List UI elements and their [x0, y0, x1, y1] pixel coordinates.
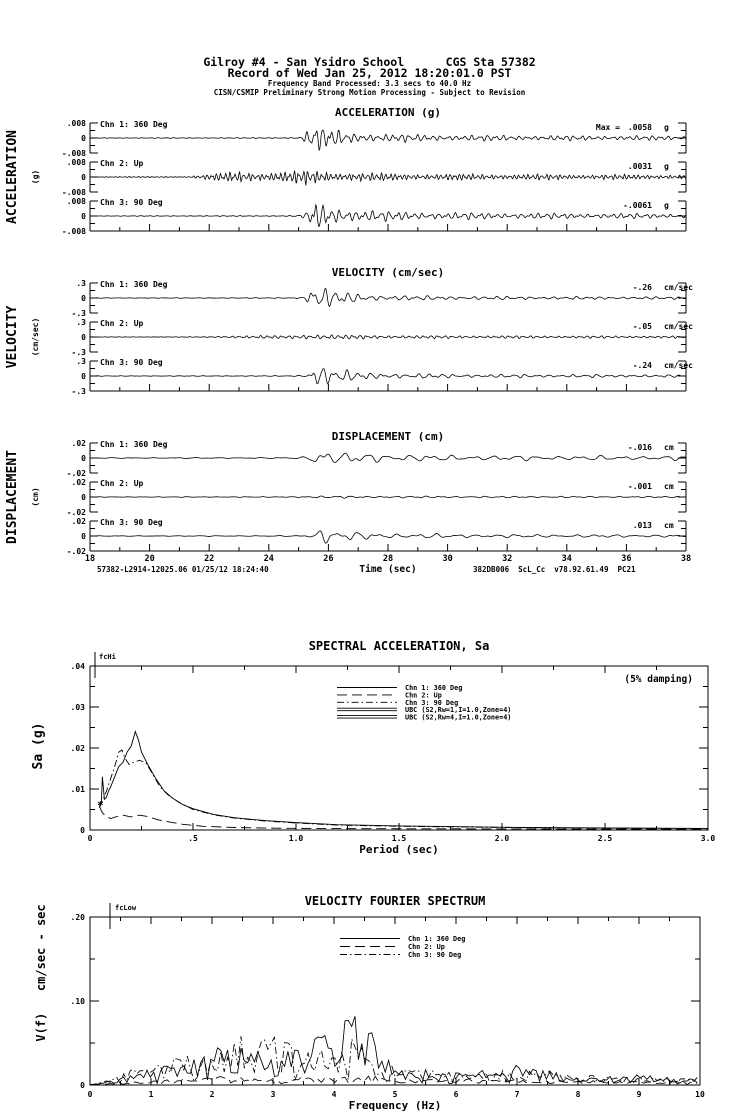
- sa-x-tick-label: 2.0: [494, 834, 510, 843]
- y-tick-label: -.008: [61, 188, 86, 197]
- y-tick-label: .02: [71, 478, 86, 487]
- fourier-x-tick-label: 3: [270, 1090, 276, 1099]
- sa-y-tick-label: 0: [80, 826, 85, 835]
- fourier-y-axis-label: V(f) cm/sec - sec: [34, 904, 48, 1042]
- y-tick-label: 0: [81, 212, 86, 221]
- fourier-legend-label: Chn 1: 360 Deg: [408, 935, 466, 943]
- sa-x-tick-label: .5: [188, 834, 198, 843]
- y-tick-label: -.008: [61, 227, 86, 236]
- sa-x-tick-label: 1.0: [288, 834, 304, 843]
- y-tick-label: .02: [71, 517, 86, 526]
- sa-y-tick-label: .02: [70, 744, 85, 753]
- sa-y-tick-label: .03: [70, 703, 85, 712]
- fourier-curve: [90, 1036, 697, 1085]
- waveform-trace: [90, 130, 686, 150]
- y-tick-label: .008: [66, 158, 86, 167]
- time-tick-label: 36: [621, 554, 632, 564]
- waveform-trace: [90, 205, 686, 226]
- group-side-label: VELOCITY: [5, 305, 20, 369]
- waveform-trace: [90, 496, 686, 498]
- y-tick-label: 0: [81, 532, 86, 541]
- time-axis-label: Time (sec): [359, 564, 417, 575]
- sa-legend-label: Chn 2: Up: [405, 691, 442, 700]
- sa-y-tick-label: .04: [70, 662, 85, 671]
- sa-legend-label: Chn 3: 90 Deg: [405, 698, 459, 707]
- max-annotation-unit: cm: [664, 482, 674, 491]
- channel-label: Chn 3: 90 Deg: [100, 198, 163, 207]
- y-tick-label: -.008: [61, 149, 86, 158]
- fourier-fclow-label: fcLow: [115, 904, 137, 912]
- footer-record-id: 57382-L2914-12025.06 01/25/12 18:24:40: [97, 565, 269, 574]
- y-tick-label: -.3: [71, 309, 86, 318]
- sa-x-tick-label: 3.0: [700, 834, 716, 843]
- time-tick-label: 28: [382, 554, 394, 564]
- sa-legend-label: Chn 1: 360 Deg: [405, 684, 463, 692]
- max-annotation-unit: g: [664, 162, 669, 171]
- y-tick-label: 0: [81, 134, 86, 143]
- time-tick-label: 30: [442, 554, 453, 564]
- max-annotation-unit: cm: [664, 443, 674, 452]
- time-tick-label: 32: [502, 554, 513, 564]
- max-annotation-value: -.016: [627, 443, 652, 452]
- y-tick-label: 0: [81, 333, 86, 342]
- sa-curve: [96, 732, 708, 829]
- fourier-x-tick-label: 9: [636, 1090, 642, 1099]
- channel-label: Chn 1: 360 Deg: [100, 280, 168, 289]
- y-tick-label: .008: [66, 197, 86, 206]
- waveform-trace: [90, 531, 686, 543]
- sa-x-tick-label: 1.5: [391, 834, 407, 843]
- y-tick-label: .3: [76, 318, 86, 327]
- fourier-title: VELOCITY FOURIER SPECTRUM: [304, 894, 486, 908]
- max-annotation-unit: cm/sec: [664, 322, 693, 331]
- y-tick-label: -.3: [71, 387, 86, 396]
- fourier-y-tick-label: .10: [70, 997, 85, 1006]
- group-side-unit: (g): [31, 169, 40, 185]
- channel-label: Chn 1: 360 Deg: [100, 120, 168, 129]
- fourier-x-tick-label: 8: [575, 1090, 581, 1099]
- record-datetime: Record of Wed Jan 25, 2012 18:20:01.0 PST: [227, 66, 512, 80]
- waveform-trace: [90, 369, 686, 384]
- channel-label: Chn 1: 360 Deg: [100, 440, 168, 449]
- fourier-x-tick-label: 2: [209, 1090, 215, 1099]
- sa-fchi-label: fcHi: [99, 653, 116, 661]
- fourier-frame: [90, 917, 700, 1085]
- max-annotation-value: -.26: [632, 283, 652, 292]
- group-title-velocity_time_series: VELOCITY (cm/sec): [331, 266, 445, 279]
- y-tick-label: 0: [81, 173, 86, 182]
- y-tick-label: 0: [81, 454, 86, 463]
- sa-frame-ticks: [90, 666, 708, 830]
- sa-x-axis-label: Period (sec): [359, 843, 439, 856]
- y-tick-label: -.02: [66, 547, 86, 556]
- max-annotation-value: -.001: [627, 482, 652, 491]
- fourier-x-tick-label: 4: [331, 1090, 337, 1099]
- fourier-x-tick-label: 1: [148, 1090, 154, 1099]
- y-tick-label: -.3: [71, 348, 86, 357]
- y-tick-label: .008: [66, 119, 86, 128]
- processing-note: CISN/CSMIP Preliminary Strong Motion Processing - Subject to Revision: [213, 88, 526, 97]
- fourier-y-tick-label: .20: [70, 913, 85, 922]
- max-annotation-unit: g: [664, 201, 669, 210]
- channel-label: Chn 3: 90 Deg: [100, 358, 163, 367]
- sa-curve: [96, 750, 708, 829]
- group-title-acceleration_time_series: ACCELERATION (g): [335, 106, 441, 119]
- waveform-trace: [90, 171, 686, 186]
- group-side-unit: (cm): [31, 487, 40, 507]
- max-annotation-value: .0031: [627, 162, 652, 171]
- max-annotation-value: -.05: [632, 322, 652, 331]
- max-annotation-value: .0058: [627, 123, 652, 132]
- time-tick-label: 38: [680, 554, 692, 564]
- max-annotation-unit: cm: [664, 521, 674, 530]
- max-annotation-value: .013: [632, 521, 652, 530]
- max-annotation-unit: cm/sec: [664, 361, 693, 370]
- sa-title: SPECTRAL ACCELERATION, Sa: [308, 639, 490, 653]
- y-tick-label: -.02: [66, 508, 86, 517]
- sa-x-tick-label: 2.5: [597, 834, 613, 843]
- footer-processing-id: 382DB006 ScL_Cc v78.92.61.49 PC21: [473, 565, 636, 574]
- fourier-x-axis-label: Frequency (Hz): [348, 1099, 442, 1112]
- y-tick-label: 0: [81, 294, 86, 303]
- group-side-label: DISPLACEMENT: [5, 450, 20, 544]
- group-time-axis: [90, 224, 686, 231]
- fourier-x-tick-label: 7: [514, 1090, 520, 1099]
- time-tick-label: 22: [204, 554, 215, 564]
- group-time-axis: [90, 384, 686, 391]
- sa-legend-label: UBC (S2,Rw=1,I=1.0,Zone=4): [405, 706, 512, 715]
- channel-label: Chn 2: Up: [100, 319, 144, 328]
- sa-y-tick-label: .01: [70, 785, 85, 794]
- group-time-axis: [90, 544, 686, 551]
- group-title-displacement_time_series: DISPLACEMENT (cm): [331, 430, 445, 443]
- fourier-legend-label: Chn 3: 90 Deg: [408, 951, 462, 959]
- max-annotation-unit: cm/sec: [664, 283, 693, 292]
- time-tick-label: 20: [144, 554, 155, 564]
- fourier-x-tick-label: 0: [87, 1090, 93, 1099]
- time-tick-label: 26: [323, 554, 334, 564]
- time-tick-label: 18: [84, 554, 96, 564]
- waveform-trace: [90, 453, 686, 462]
- fourier-curve: [90, 1016, 697, 1084]
- waveform-trace: [90, 289, 686, 307]
- frequency-band-note: Frequency Band Processed: 3.3 secs to 40.0 Hz: [267, 79, 472, 88]
- fourier-y-tick-label: 0: [80, 1081, 85, 1090]
- sa-frame: [90, 666, 708, 830]
- fourier-legend-label: Chn 2: Up: [408, 943, 445, 951]
- group-side-unit: (cm/sec): [31, 317, 40, 357]
- channel-label: Chn 3: 90 Deg: [100, 518, 163, 527]
- fourier-x-tick-label: 5: [392, 1090, 398, 1099]
- max-annotation-value: -.24: [632, 361, 652, 370]
- waveform-trace: [90, 335, 686, 339]
- group-side-label: ACCELERATION: [5, 130, 20, 224]
- y-tick-label: -.02: [66, 469, 86, 478]
- y-tick-label: .3: [76, 279, 86, 288]
- fourier-x-tick-label: 6: [453, 1090, 459, 1099]
- channel-label: Chn 2: Up: [100, 159, 144, 168]
- station-title: Gilroy #4 - San Ysidro School CGS Sta 57382: [203, 55, 536, 69]
- fourier-frame-ticks: [90, 917, 700, 1085]
- y-tick-label: .02: [71, 439, 86, 448]
- time-tick-label: 24: [263, 554, 274, 564]
- sa-damping-note: (5% damping): [624, 674, 693, 685]
- sa-y-axis-label: Sa (g): [31, 722, 46, 770]
- sa-legend-label: UBC (S2,Rw=4,I=1.0,Zone=4): [405, 713, 512, 722]
- max-annotation-unit: g: [664, 123, 669, 132]
- sa-start-marker: *: [96, 798, 104, 812]
- y-tick-label: 0: [81, 372, 86, 381]
- max-annotation-value: -.0061: [623, 201, 652, 210]
- time-tick-label: 34: [561, 554, 572, 564]
- channel-label: Chn 2: Up: [100, 479, 144, 488]
- y-tick-label: .3: [76, 357, 86, 366]
- max-annotation-prefix: Max =: [595, 123, 620, 132]
- fourier-x-tick-label: 10: [695, 1090, 705, 1099]
- y-tick-label: 0: [81, 493, 86, 502]
- sa-x-tick-label: 0: [87, 834, 93, 843]
